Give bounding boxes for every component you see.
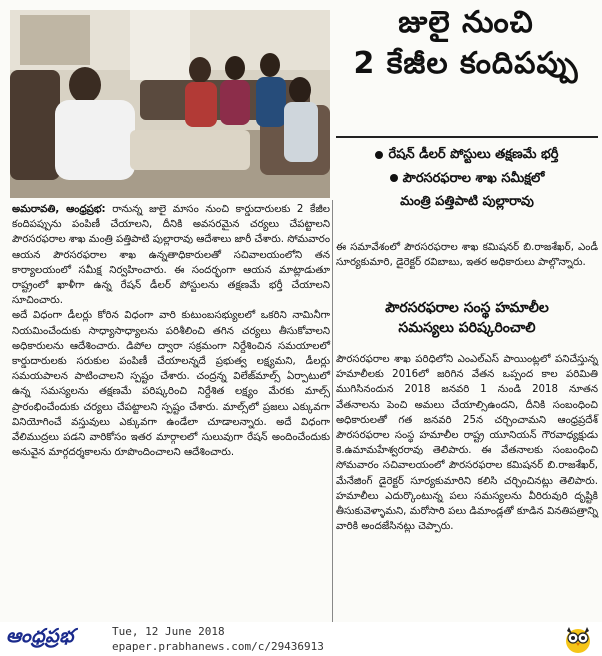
body-paragraph: ఈ సమావేశంలో పౌరసరఫరాల శాఖ కమిషనర్ బి.రాజశేఖర్, ఎండీ సూర్యకుమారి, డైరెక్టర్ రవిబాబు, ఇతర అధికారులు పాల్గొన్నారు.: [336, 242, 598, 269]
subheadline-line-2: సమస్యలు పరిష్కరించాలి: [398, 320, 536, 337]
bullet-dot-icon: [375, 151, 383, 159]
publication-logo[interactable]: ఆంధ్రప్రభ: [6, 625, 74, 647]
bullet-item: మంత్రి పత్తిపాటి పుల్లారావు: [400, 194, 534, 209]
owl-icon: [563, 624, 593, 654]
epaper-url[interactable]: epaper.prabhanews.com/c/29436913: [112, 640, 324, 653]
bullet-item: పౌరసరఫరాల శాఖ సమీక్షలో: [336, 169, 598, 189]
meeting-photo-illustration: [10, 10, 330, 198]
footer: [0, 622, 602, 656]
publication-meta: [112, 624, 324, 654]
headline-line-1: జులై నుంచి: [398, 5, 534, 40]
left-column-body: [12, 202, 330, 460]
right-column-top: [336, 240, 598, 270]
body-paragraph: పౌరసరఫరాల శాఖ పరిధిలోని ఎంఎల్ఎస్ పాయింట్లలో పనిచేస్తున్న హమాలీలకు 2016లో జరిగిన వేతన ఒప్పంద కాల పరిమితి ముగిసినందున 2018 జనవరి 1 నుండి 2018 నూతన వేతనాలను పెంచి అమలు చేయాల్సిఉందని, దీనికి సంబంధించి అధికారులతో గత జనవరి 25న చర్చించామని ఆంధ్రప్రదేశ్ పౌరసరఫరాల సంస్థ హమాలీల రాష్ట్ర యూనియన్ గౌరవాధ్యక్షుడు కె.ఉమామహేశ్వరరావు తెలిపారు. ఈ వేతనాలకు సంబంధించి సోమవారం సచివాలయంలో పౌరసరఫరాల కమిషనర్ బి.రాజశేఖర్, మేనేజింగ్ డైరెక్టర్ సూర్యకుమారిని కలిసి చర్చించినట్లు తెలిపారు. హమాలీలు ఎదుర్కొంటున్న పలు సమస్యలను వీరిరువురి దృష్టికి తీసుకువెళ్ళామని, మరోసారి పలు డిమాండ్లతో కూడిన వినతిపత్రాన్ని వారికి అందజేసినట్లు చెప్పారు.: [336, 354, 598, 533]
bullet-dot-icon: [390, 174, 398, 182]
subheadline-line-1: పౌరసరఫరాల సంస్థ హమాలీల: [385, 300, 549, 316]
headline-divider: [336, 136, 598, 138]
dateline: అమరావతి, ఆంధ్రప్రభ:: [12, 204, 106, 215]
headline: [336, 6, 596, 81]
body-paragraph: అదే విధంగా డీలర్లు కోరిన విధంగా వారి కుటుంబసభ్యులలో ఒకరిని నామినీగా నియమించేందుకు సాధ్యాసాధ్యాలను పరిశీలించి తగిన చర్యలు తీసుకోవాలని అధికారులను ఆదేశించారు. డిపోల ద్వారా సక్రమంగా నిర్దేశించిన సమయాలలో కార్డుదారులకు సరుకుల పంపిణీ చేయాలన్నదే ప్రభుత్వ లక్ష్యమని, డీలర్లు సమయపాలన పాటించాలని స్పష్టం చేశారు. చంద్రన్న విలేజ్‌మాల్స్ ఏర్పాటులో ఉన్న సమస్యలను తక్షణమే పరిష్కరించి నిర్దేశిత లక్ష్యం మేరకు మాల్స్ ప్రారంభించేందుకు చర్యలు చేపట్టాలని స్పష్టం చేశారు. మాల్స్‌లో ప్రజలు ఎక్కువగా వినియోగించే వస్తువులు ఎక్కువగా ఉండేలా చూడాలన్నారు. అదే విధంగా వేలిముద్రలు పడని వారికోసం ఇతర మార్గాలలో సులువుగా రేషన్ అందించేందుకు అనువైన మార్గదర్శకాలను రూపొందించాలని ఆదేశించారు.: [12, 310, 330, 459]
bullet-list: [336, 145, 598, 216]
bullet-item: రేషన్ డీలర్ పోస్టులు తక్షణమే భర్తీ: [336, 145, 598, 165]
meeting-photo: [10, 10, 330, 198]
headline-line-2: 2 కేజీల కందిపప్పు: [353, 45, 579, 81]
publication-date: Tue, 12 June 2018: [112, 625, 225, 638]
right-column-bottom: [336, 352, 598, 534]
subheadline: [336, 298, 598, 339]
body-paragraph: అమరావతి, ఆంధ్రప్రభ: రానున్న జులై మాసం నుంచి కార్డుదారులకు 2 కేజీల కందిపప్పును పంపిణీ చేయాలని, దీనికి అవసరమైన చర్యలు చేపట్టాలని పౌరసరఫరాల శాఖ మంత్రి పత్తిపాటి పుల్లారావు ఆదేశాలు జారీ చేశారు. సోమవారం ఆయన పౌరసరఫరాల శాఖ ఉన్నతాధికారులతో సచివాలయంలోని తన కార్యాలయంలో సమీక్ష నిర్వహించారు. ఈ సందర్భంగా ఆయన మాట్లాడుతూ రాష్ట్రంలో ఖాళీగా ఉన్న రేషన్ డీలర్ పోస్టులను తక్షణమే భర్తీ చేయాలని సూచించారు.: [12, 204, 330, 307]
column-divider: [332, 200, 333, 640]
